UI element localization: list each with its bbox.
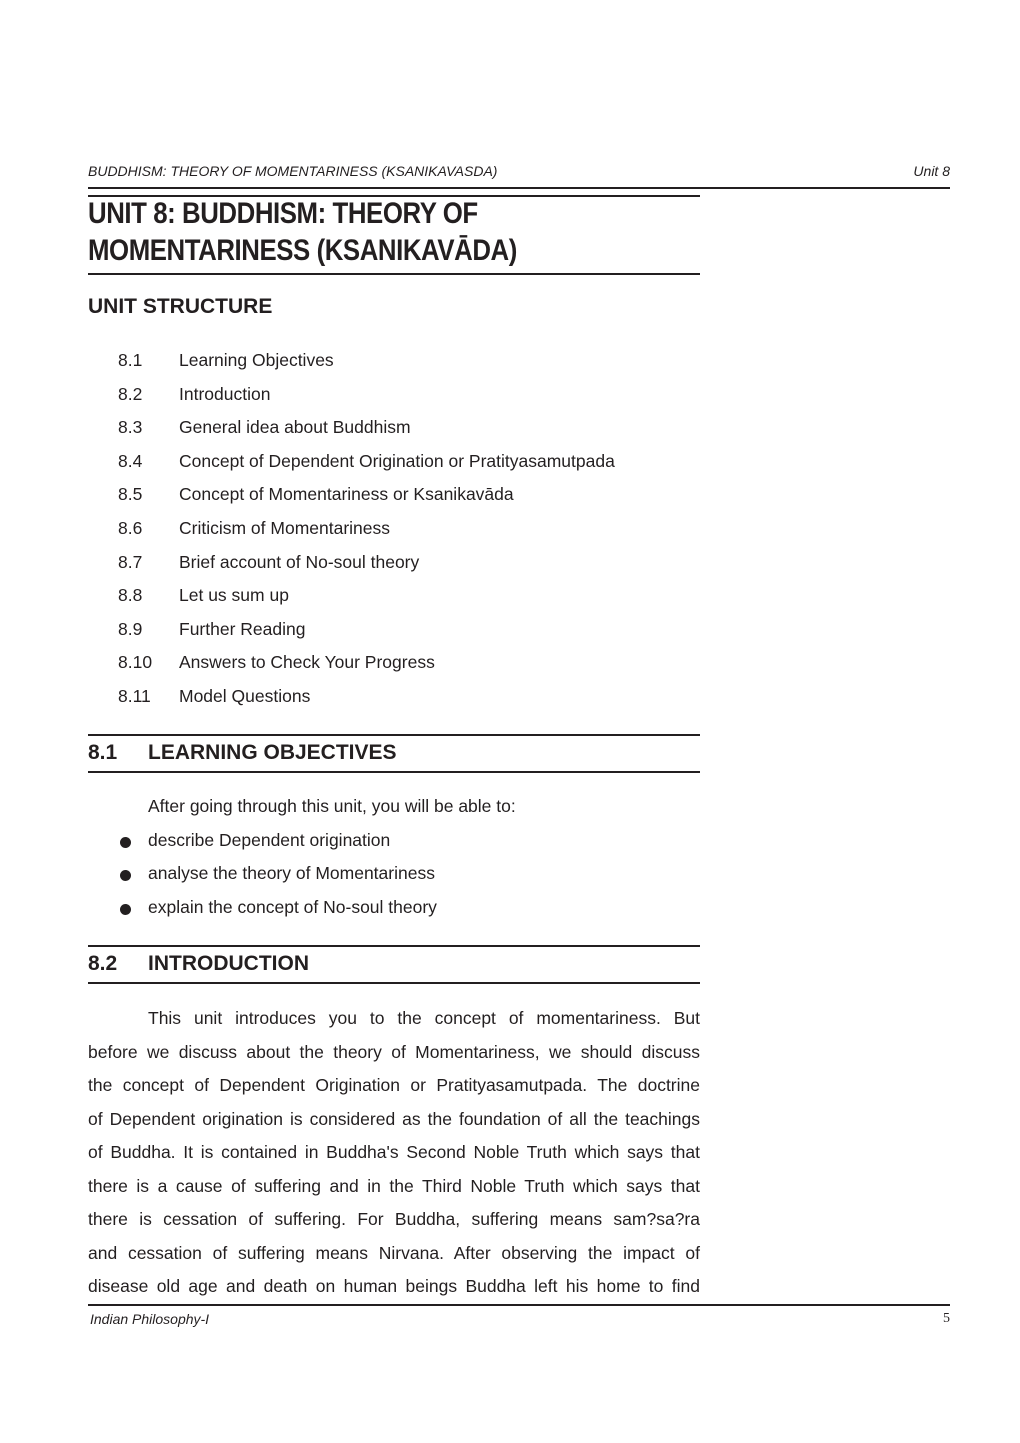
- toc-item-label: Brief account of No-soul theory: [179, 551, 420, 572]
- bullet-icon: [120, 870, 131, 881]
- toc-item-number: 8.10: [118, 652, 153, 673]
- toc-item-number: 8.8: [118, 585, 143, 606]
- toc-item: [118, 518, 615, 552]
- objective-text: analyse the theory of Momentariness: [148, 863, 435, 884]
- toc-item-label: Criticism of Momentariness: [179, 517, 391, 538]
- introduction-paragraph: [88, 1008, 700, 1310]
- section-heading-objectives: [88, 741, 397, 765]
- running-header-title: BUDDHISM: THEORY OF MOMENTARINESS (KSANIKAVASDA): [88, 163, 498, 179]
- header-rule: [88, 187, 950, 189]
- footer-rule: [88, 1304, 950, 1306]
- toc-item-label: Concept of Momentariness or Ksanikavāda: [179, 484, 514, 505]
- section-rule-top: [88, 945, 700, 947]
- toc-item-label: Let us sum up: [179, 585, 289, 606]
- toc-item: [118, 451, 615, 485]
- objective-item: [118, 863, 516, 897]
- title-bottom-rule: [88, 273, 700, 275]
- running-header-unit: Unit 8: [913, 163, 950, 179]
- paragraph-line: there is a cause of suffering and in the Third Noble Truth which says that: [88, 1175, 700, 1196]
- toc-item: [118, 552, 615, 586]
- section-number: 8.2: [88, 952, 118, 975]
- section-rule-bottom: [88, 982, 700, 984]
- page-number: 5: [943, 1311, 950, 1326]
- section-title: INTRODUCTION: [148, 952, 309, 975]
- toc-item: [118, 417, 615, 451]
- toc-item-number: 8.11: [118, 685, 151, 706]
- unit-title-line2: MOMENTARINESS (KSANIKAVĀDA): [88, 234, 517, 267]
- toc-item: [118, 652, 615, 686]
- bullet-icon: [120, 904, 131, 915]
- toc-item-number: 8.7: [118, 551, 143, 572]
- objective-item: [118, 897, 516, 931]
- objective-item: [118, 830, 516, 864]
- paragraph-line: and cessation of suffering means Nirvana. After observing the impact of: [88, 1242, 700, 1263]
- toc-item-label: Concept of Dependent Origination or Pratityasamutpada: [179, 450, 615, 471]
- paragraph-line: disease old age and death on human beings Buddha left his home to find: [88, 1276, 700, 1296]
- toc-item-label: Model Questions: [179, 685, 311, 706]
- paragraph-line: the concept of Dependent Origination or Pratityasamutpada. The doctrine: [88, 1075, 700, 1095]
- toc-item-label: Further Reading: [179, 618, 306, 639]
- toc-item-number: 8.5: [118, 484, 143, 505]
- toc-item: [118, 350, 615, 384]
- toc-item: [118, 384, 615, 418]
- toc-item-label: Learning Objectives: [179, 350, 334, 370]
- section-title: LEARNING OBJECTIVES: [148, 741, 397, 764]
- toc-item: [118, 686, 615, 720]
- bullet-icon: [120, 837, 131, 848]
- unit-structure-heading: UNIT STRUCTURE: [88, 295, 273, 318]
- paragraph-line: of Buddha. It is contained in Buddha's Second Noble Truth which says that: [88, 1142, 700, 1162]
- toc-item-label: General idea about Buddhism: [179, 417, 411, 438]
- section-number: 8.1: [88, 741, 118, 764]
- paragraph-line: there is cessation of suffering. For Buddha, suffering means sam?sa?ra: [88, 1209, 700, 1229]
- section-heading-introduction: [88, 952, 309, 976]
- toc-item: [118, 619, 615, 653]
- toc-item: [118, 585, 615, 619]
- toc-item-number: 8.2: [118, 383, 143, 404]
- section-rule-top: [88, 734, 700, 736]
- footer-book-title: Indian Philosophy-I: [90, 1311, 210, 1327]
- unit-structure-list: [118, 350, 615, 720]
- toc-item-number: 8.3: [118, 417, 143, 438]
- paragraph-line: This unit introduces you to the concept of momentariness. But: [148, 1008, 700, 1028]
- toc-item-number: 8.6: [118, 517, 143, 538]
- toc-item-number: 8.4: [118, 450, 143, 471]
- objectives-intro: After going through this unit, you will be able to:: [148, 796, 516, 816]
- paragraph-line: of Dependent origination is considered as the foundation of all the teachings: [88, 1108, 700, 1129]
- toc-item-number: 8.1: [118, 350, 143, 370]
- objective-text: describe Dependent origination: [148, 829, 391, 850]
- toc-item-number: 8.9: [118, 618, 143, 639]
- section-rule-bottom: [88, 771, 700, 773]
- toc-item: [118, 484, 615, 518]
- unit-title-line1: UNIT 8: BUDDHISM: THEORY OF: [88, 197, 478, 230]
- objectives-list: [118, 796, 516, 930]
- toc-item-label: Answers to Check Your Progress: [179, 652, 435, 673]
- objective-text: explain the concept of No-soul theory: [148, 896, 437, 917]
- toc-item-label: Introduction: [179, 383, 271, 404]
- paragraph-line: before we discuss about the theory of Momentariness, we should discuss: [88, 1041, 700, 1062]
